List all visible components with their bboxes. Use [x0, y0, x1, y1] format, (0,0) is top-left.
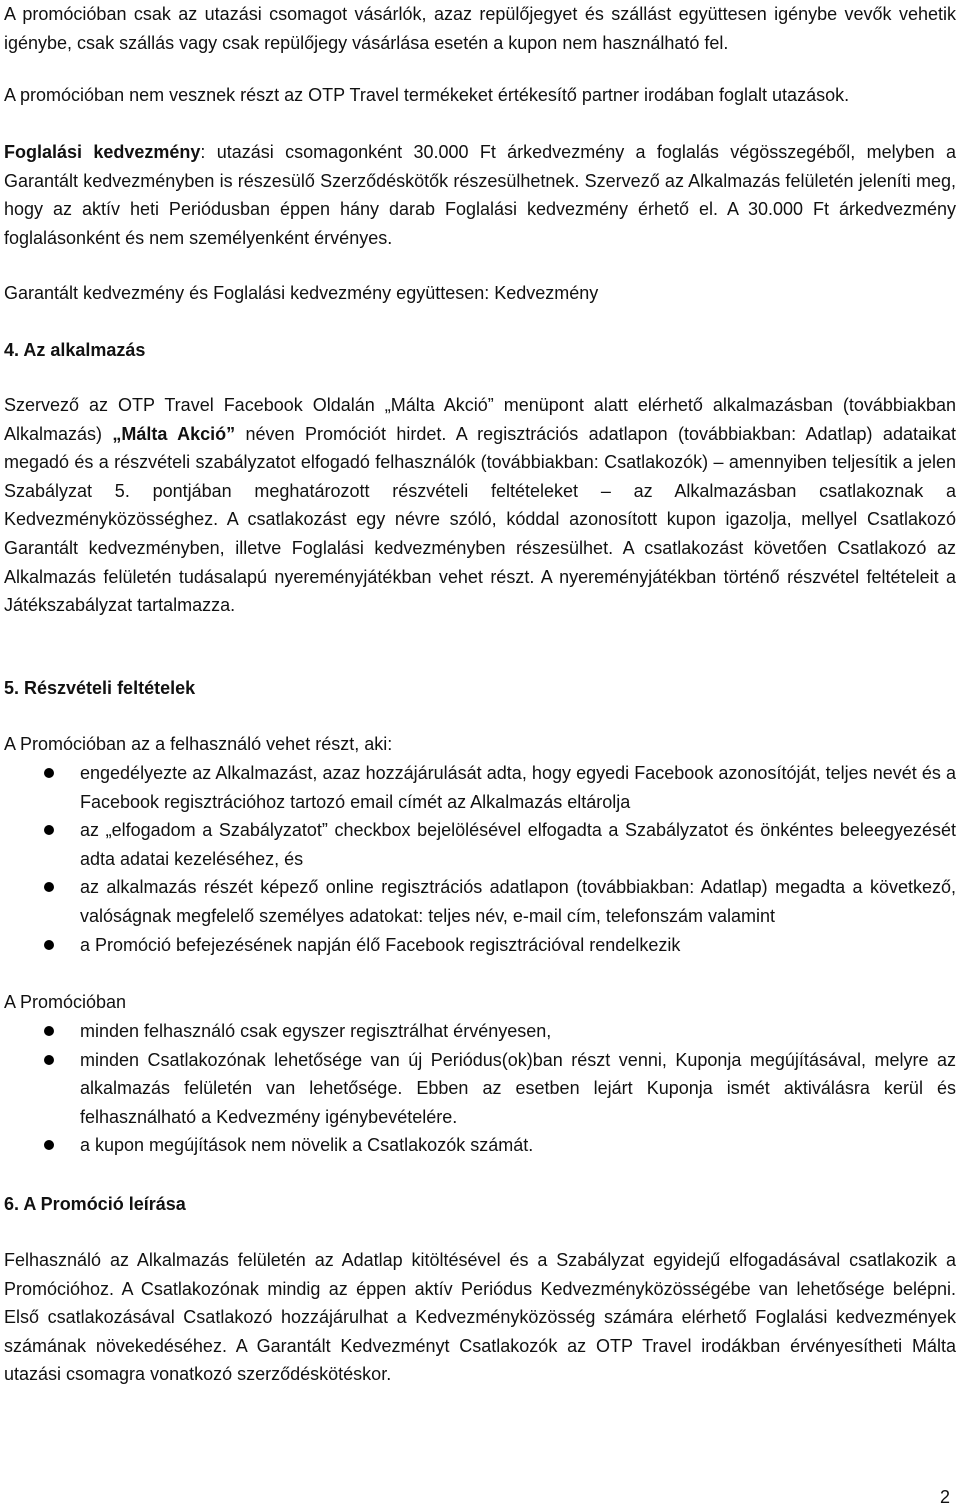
paragraph-combined-discount: Garantált kedvezmény és Foglalási kedvezmény együttesen: Kedvezmény: [4, 283, 599, 303]
paragraph-section-6: Felhasználó az Alkalmazás felületén az Adatlap kitöltésével és a Szabályzat egyidejű elfogadásával csatlakozik a Promócióhoz. A Csatlakozónak mindig az éppen aktív Periódus Kedvezményközösségébe van lehetősége belépni. Első csatlakozásával Csatlakozó hozzájárulhat a Kedvezményközösség számára elérhető Foglalási kedvezmények számának növekedéséhez. A Garantált Kedvezményt Csatlakozók az OTP Travel irodákban érvényesítheti Málta utazási csomagra vonatkozó szerződéskötéskor.: [4, 1250, 956, 1385]
bullet-icon: [44, 1140, 54, 1150]
bullet-icon: [44, 940, 54, 950]
list-item: engedélyezte az Alkalmazást, azaz hozzájárulását adta, hogy egyedi Facebook azonosítóját, teljes nevét és a Facebook regisztrációhoz tartozó email címét az Alkalmazás eltárolja: [4, 759, 956, 816]
section-5-intro-2: A Promócióban: [4, 992, 127, 1012]
list-item: minden felhasználó csak egyszer regisztrálhat érvényesen,: [4, 1017, 956, 1046]
bullet-icon: [44, 768, 54, 778]
section-4-text-2: néven Promóciót hirdet. A regisztrációs adatlapon (továbbiakban: Adatlap) adataikat megadó és a részvételi szabályzatot elfogadó felhasználók (továbbiakban: Csatlakozók) – amennyiben teljesítik a jelen Szabályzat 5. pontjában meghatározott részvételi feltételeket – az Alkalmazásban csatlakoznak a Kedvezményközösséghez. A csatlakozást egy névre szóló, kóddal azonosított kupon igazolja, mellyel Csatlakozó Garantált kedvezményben, illetve Foglalási kedvezményben részesülhet. A csatlakozást követően Csatlakozó az Alkalmazás felületén tudásalapú nyereményjátékban vehet részt. A nyereményjátékban történő részvétel feltételeit a Játékszabályzat tartalmazza.: [4, 423, 956, 616]
list-item: az „elfogadom a Szabályzatot” checkbox bejelölésével elfogadta a Szabályzatot és önkéntes beleegyezését adta adatai kezeléséhez, és: [4, 816, 956, 873]
paragraph-section-4: [4, 391, 956, 620]
promotion-rules-list: [4, 1017, 956, 1160]
heading-section-6: 6. A Promóció leírása: [4, 1194, 186, 1214]
section-4-promo-name: „Málta Akció”: [112, 423, 236, 444]
paragraph-package-only: A promócióban csak az utazási csomagot vásárlók, azaz repülőjegyet és szállást együttesen igénybe vevők vehetik igénybe, csak szállás vagy csak repülőjegy vásárlása esetén a kupon nem használható fel.: [4, 4, 956, 53]
booking-discount-label: Foglalási kedvezmény: [4, 142, 201, 162]
bullet-icon: [44, 1055, 54, 1065]
heading-section-5: 5. Részvételi feltételek: [4, 678, 196, 698]
list-item: a Promóció befejezésének napján élő Facebook regisztrációval rendelkezik: [4, 931, 956, 960]
section-4-text-1: Szervező az OTP Travel Facebook Oldalán „Málta Akció” menüpont alatt elérhető alkalmazásban (továbbiakban Alkalmazás): [4, 395, 956, 444]
section-5-intro: A Promócióban az a felhasználó vehet részt, aki:: [4, 734, 393, 754]
list-item: minden Csatlakozónak lehetősége van új Periódus(ok)ban részt venni, Kuponja megújításával, melyre az alkalmazás felületén van lehetősége. Ebben az esetben lejárt Kuponja ismét aktiválásra kerül és felhasználható a Kedvezmény igénybevételére.: [4, 1046, 956, 1132]
bullet-icon: [44, 825, 54, 835]
list-item: az alkalmazás részét képező online regisztrációs adatlapon (továbbiakban: Adatlap) megadta a következő, valóságnak megfelelő személyes adatokat: teljes név, e-mail cím, telefonszám valamint: [4, 873, 956, 930]
bullet-icon: [44, 882, 54, 892]
paragraph-partner-offices: A promócióban nem vesznek részt az OTP Travel termékeket értékesítő partner irodában foglalt utazások.: [4, 85, 850, 105]
paragraph-booking-discount: [4, 138, 956, 252]
bullet-icon: [44, 1026, 54, 1036]
participation-conditions-list: [4, 759, 956, 959]
page-number: 2: [940, 1487, 951, 1507]
booking-discount-text: : utazási csomagonként 30.000 Ft árkedvezmény a foglalás végösszegéből, melyben a Garantált kedvezményben is részesülő Szerződéskötők részesülhetnek. Szervező az Alkalmazás felületén jeleníti meg, hogy az aktív heti Periódusban éppen hány darab Foglalási kedvezmény érhető el. A 30.000 Ft árkedvezmény foglalásonként és nem személyenként érvényes.: [4, 142, 956, 248]
heading-section-4: 4. Az alkalmazás: [4, 340, 146, 360]
list-item: a kupon megújítások nem növelik a Csatlakozók számát.: [4, 1131, 956, 1160]
